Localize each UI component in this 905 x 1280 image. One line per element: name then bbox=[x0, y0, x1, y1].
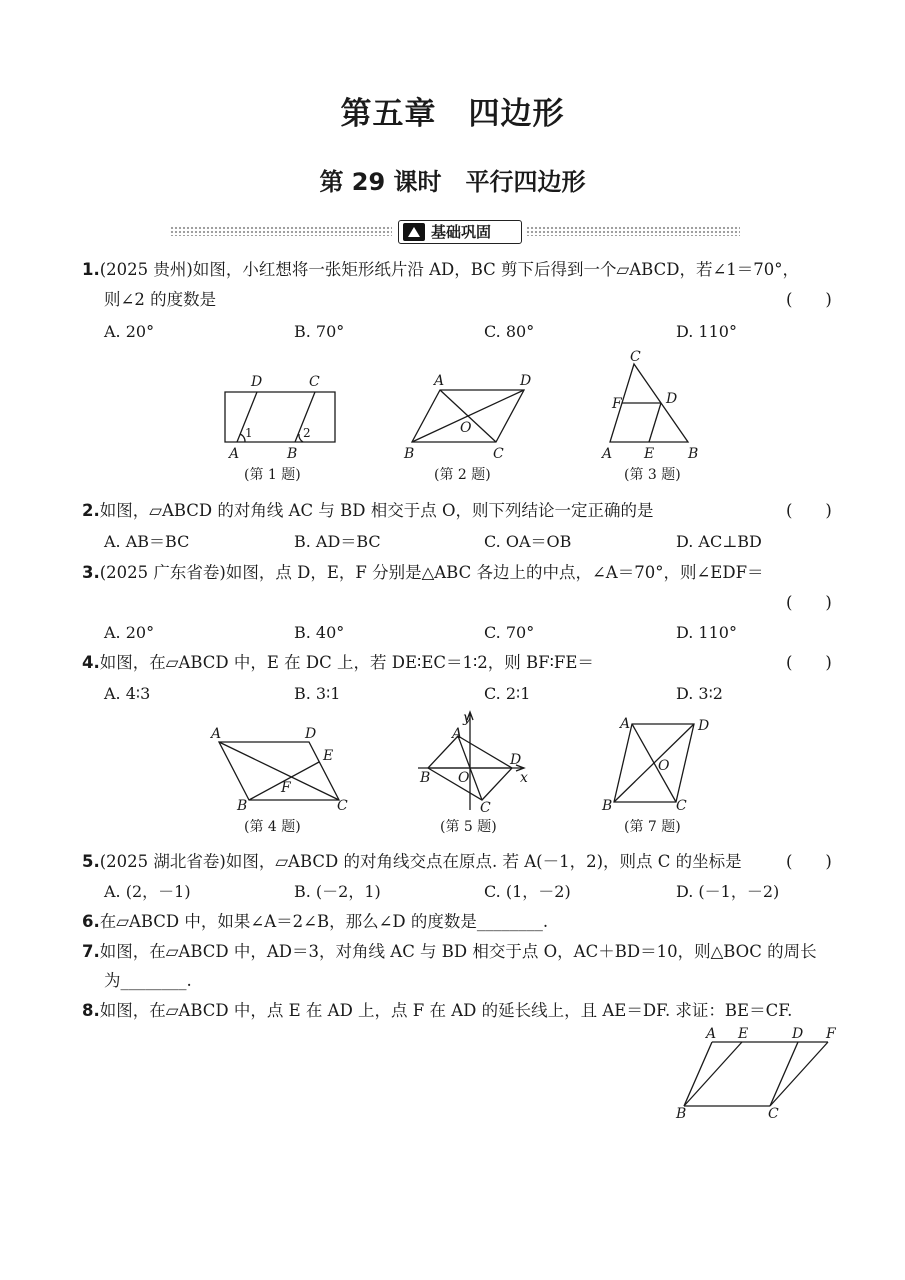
label-b: B bbox=[602, 798, 613, 814]
option-b: B. (－2，1) bbox=[294, 882, 381, 901]
option-d: D. 110° bbox=[676, 322, 737, 341]
label-o: O bbox=[458, 770, 470, 786]
figure-8 bbox=[672, 1022, 847, 1122]
label-a: A bbox=[229, 446, 240, 462]
figure-4 bbox=[205, 722, 355, 814]
diagonal-ac bbox=[219, 742, 339, 800]
chapter-title: 第五章 四边形 bbox=[340, 96, 565, 132]
question-5 bbox=[82, 851, 742, 873]
segment-cf bbox=[770, 1042, 828, 1106]
figure-3 bbox=[598, 348, 708, 462]
label-angle-1: 1 bbox=[245, 426, 253, 440]
option-a: A. 4∶3 bbox=[104, 684, 151, 703]
mountain-icon bbox=[403, 223, 425, 241]
question-7 bbox=[82, 941, 817, 963]
question-text: 如图，▱ABCD 的对角线 AC 与 BD 相交于点 O，则下列结论一定正确的是 bbox=[99, 501, 654, 520]
option-d: D. AC⊥BD bbox=[676, 532, 762, 551]
option-b: B. 40° bbox=[294, 623, 345, 642]
label-o: O bbox=[460, 420, 472, 436]
option-b: B. 70° bbox=[294, 322, 345, 341]
label-a: A bbox=[620, 716, 631, 732]
label-b: B bbox=[420, 770, 431, 786]
option-a: A. (2，－1) bbox=[104, 882, 191, 901]
option-c: C. 2∶1 bbox=[484, 684, 531, 703]
label-b: B bbox=[676, 1106, 687, 1122]
option-c: C. 80° bbox=[484, 322, 535, 341]
figure-2 bbox=[400, 372, 540, 462]
question-6 bbox=[82, 911, 548, 933]
question-number: 5. bbox=[82, 852, 100, 871]
label-x: x bbox=[520, 770, 528, 786]
label-d: D bbox=[510, 752, 522, 768]
answer-paren: ( ) bbox=[786, 501, 832, 520]
label-a: A bbox=[452, 726, 463, 742]
question-text: 在▱ABCD 中，如果∠A＝2∠B，那么∠D 的度数是________. bbox=[99, 912, 549, 931]
label-d: D bbox=[520, 373, 532, 389]
question-text: 如图，在▱ABCD 中，E 在 DC 上，若 DE∶EC＝1∶2，则 BF∶FE＝ bbox=[99, 653, 594, 672]
segment-dc bbox=[770, 1042, 798, 1106]
label-f: F bbox=[612, 396, 622, 412]
figure-2-caption: (第 2 题) bbox=[434, 467, 491, 483]
question-number: 1. bbox=[82, 260, 100, 279]
question-text: 如图，在▱ABCD 中，点 E 在 AD 上，点 F 在 AD 的延长线上，且 AE＝DF. 求证：BE＝CF. bbox=[99, 1001, 793, 1020]
question-text: (2025 贵州)如图，小红想将一张矩形纸片沿 AD，BC 剪下后得到一个▱ABCD，若∠1＝70°， bbox=[99, 260, 800, 279]
label-c: C bbox=[480, 800, 491, 816]
option-d: D. (－1，－2) bbox=[676, 882, 780, 901]
label-e: E bbox=[738, 1026, 749, 1042]
label-c: C bbox=[676, 798, 687, 814]
figure-5 bbox=[412, 706, 537, 816]
label-e: E bbox=[323, 748, 334, 764]
label-o: O bbox=[658, 758, 670, 774]
label-a: A bbox=[602, 446, 613, 462]
segment-de bbox=[649, 403, 661, 442]
question-8 bbox=[82, 1000, 792, 1022]
lesson-title: 第 29 课时 平行四边形 bbox=[319, 168, 586, 196]
question-7-line2: 为________. bbox=[104, 971, 192, 990]
label-c: C bbox=[630, 349, 641, 365]
label-e: E bbox=[644, 446, 655, 462]
label-b: B bbox=[287, 446, 298, 462]
banner-dots-right bbox=[526, 226, 740, 236]
figure-5-caption: (第 5 题) bbox=[440, 819, 497, 835]
option-c: C. OA＝OB bbox=[484, 532, 572, 551]
question-4 bbox=[82, 652, 594, 674]
question-text: (2025 广东省卷)如图，点 D，E，F 分别是△ABC 各边上的中点，∠A＝70°，则∠EDF＝ bbox=[99, 563, 764, 582]
diagonal-bd bbox=[614, 724, 694, 802]
question-number: 4. bbox=[82, 653, 100, 672]
label-y: y bbox=[463, 710, 471, 726]
option-b: B. AD＝BC bbox=[294, 532, 381, 551]
banner-dots-left bbox=[170, 226, 392, 236]
answer-paren: ( ) bbox=[786, 653, 832, 672]
label-b: B bbox=[688, 446, 699, 462]
label-d: D bbox=[666, 391, 678, 407]
label-a: A bbox=[211, 726, 222, 742]
option-a: A. 20° bbox=[104, 322, 155, 341]
answer-paren: ( ) bbox=[786, 290, 832, 309]
option-a: A. 20° bbox=[104, 623, 155, 642]
option-d: D. 3∶2 bbox=[676, 684, 723, 703]
label-a: A bbox=[706, 1026, 717, 1042]
label-a: A bbox=[434, 373, 445, 389]
question-1-line2: 则∠2 的度数是 bbox=[104, 290, 217, 309]
answer-paren: ( ) bbox=[786, 852, 832, 871]
label-c: C bbox=[493, 446, 504, 462]
figure-7-caption: (第 7 题) bbox=[624, 819, 681, 835]
segment-be bbox=[684, 1042, 742, 1106]
label-c: C bbox=[337, 798, 348, 814]
figure-1 bbox=[215, 372, 345, 462]
label-d: D bbox=[305, 726, 317, 742]
figure-3-caption: (第 3 题) bbox=[624, 467, 681, 483]
question-number: 8. bbox=[82, 1001, 100, 1020]
label-f: F bbox=[826, 1026, 836, 1042]
option-c: C. 70° bbox=[484, 623, 535, 642]
section-banner bbox=[170, 220, 740, 244]
figure-1-caption: (第 1 题) bbox=[244, 467, 301, 483]
option-c: C. (1，－2) bbox=[484, 882, 571, 901]
label-b: B bbox=[404, 446, 415, 462]
label-c: C bbox=[309, 374, 320, 390]
label-angle-2: 2 bbox=[303, 426, 311, 440]
figure-4-caption: (第 4 题) bbox=[244, 819, 301, 835]
question-number: 6. bbox=[82, 912, 100, 931]
answer-paren: ( ) bbox=[786, 593, 832, 612]
question-2 bbox=[82, 500, 654, 522]
question-number: 7. bbox=[82, 942, 100, 961]
label-f: F bbox=[281, 780, 291, 796]
option-d: D. 110° bbox=[676, 623, 737, 642]
question-number: 3. bbox=[82, 563, 100, 582]
section-label: 基础巩固 bbox=[431, 223, 492, 241]
question-1 bbox=[82, 259, 799, 281]
figure-7 bbox=[598, 712, 718, 814]
question-text: (2025 湖北省卷)如图，▱ABCD 的对角线交点在原点. 若 A(－1，2)，则点 C 的坐标是 bbox=[99, 852, 742, 871]
question-3 bbox=[82, 562, 764, 584]
label-c: C bbox=[768, 1106, 779, 1122]
label-d: D bbox=[251, 374, 263, 390]
segment-ab bbox=[684, 1042, 712, 1106]
question-text: 如图，在▱ABCD 中，AD＝3，对角线 AC 与 BD 相交于点 O，AC＋BD＝10，则△BOC 的周长 bbox=[99, 942, 817, 961]
question-number: 2. bbox=[82, 501, 100, 520]
section-label-box bbox=[398, 220, 522, 244]
option-b: B. 3∶1 bbox=[294, 684, 341, 703]
label-d: D bbox=[792, 1026, 804, 1042]
label-b: B bbox=[237, 798, 248, 814]
option-a: A. AB＝BC bbox=[104, 532, 190, 551]
label-d: D bbox=[698, 718, 710, 734]
